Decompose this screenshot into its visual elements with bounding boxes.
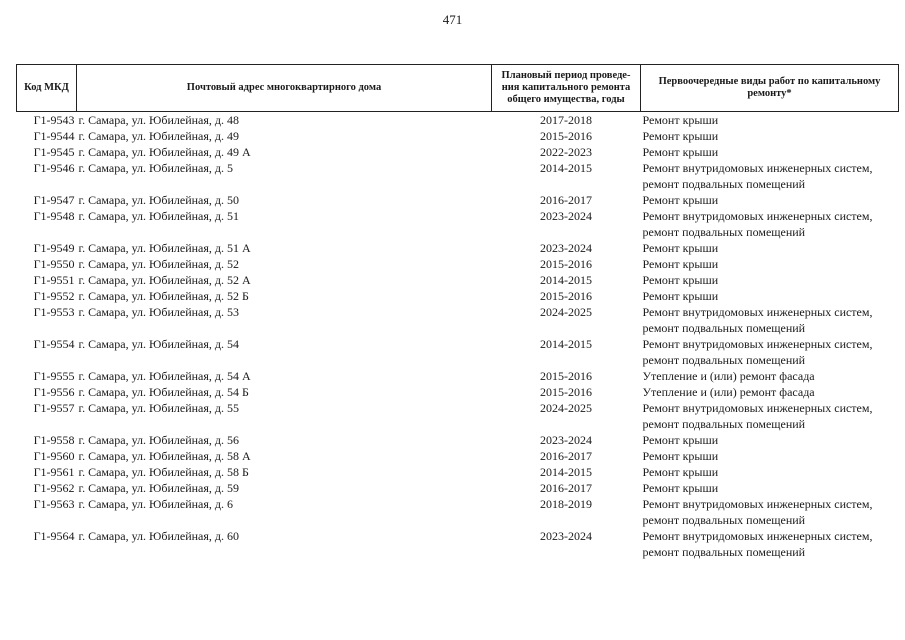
table-row [17, 128, 899, 144]
address-cell: г. Самара, ул. Юбилейная, д. 49 [78, 129, 239, 143]
table-row [17, 528, 899, 560]
work-types-cell [641, 496, 899, 528]
address-cell: г. Самара, ул. Юбилейная, д. 54 Б [78, 385, 249, 399]
work-types-cell [641, 160, 899, 192]
work-type-line: Ремонт внутридомовых инженерных систем, [642, 529, 873, 543]
mkd-code-cell: Г1-9558 [33, 433, 75, 447]
work-types-cell [641, 464, 899, 480]
work-type-line: Ремонт крыши [642, 449, 719, 463]
work-type-line: Ремонт крыши [642, 273, 719, 287]
mkd-code-cell: Г1-9557 [33, 401, 75, 415]
period-cell: 2016-2017 [540, 449, 592, 463]
work-type-line: Ремонт внутридомовых инженерных систем, [642, 161, 873, 175]
work-types-cell [641, 400, 899, 432]
table-row [17, 368, 899, 384]
address-cell: г. Самара, ул. Юбилейная, д. 60 [78, 529, 239, 543]
address-cell: г. Самара, ул. Юбилейная, д. 5 [78, 161, 233, 175]
period-cell: 2018-2019 [540, 497, 592, 511]
address-cell: г. Самара, ул. Юбилейная, д. 52 Б [78, 289, 249, 303]
address-cell: г. Самара, ул. Юбилейная, д. 52 [78, 257, 239, 271]
work-type-line: ремонт подвальных помещений [642, 353, 806, 367]
address-cell: г. Самара, ул. Юбилейная, д. 51 [78, 209, 239, 223]
table-row [17, 160, 899, 192]
work-type-line: Ремонт внутридомовых инженерных систем, [642, 209, 873, 223]
table-row [17, 384, 899, 400]
page-number: 471 [442, 12, 463, 27]
table-row [17, 448, 899, 464]
address-cell: г. Самара, ул. Юбилейная, д. 54 А [78, 369, 251, 383]
period-cell: 2014-2015 [540, 273, 592, 287]
work-type-line: Ремонт крыши [642, 113, 719, 127]
period-cell: 2015-2016 [540, 289, 592, 303]
work-type-line: ремонт подвальных помещений [642, 321, 806, 335]
work-type-line: Ремонт крыши [642, 193, 719, 207]
period-cell: 2015-2016 [540, 257, 592, 271]
work-type-line: ремонт подвальных помещений [642, 225, 806, 239]
mkd-code-cell: Г1-9562 [33, 481, 75, 495]
mkd-code-cell: Г1-9544 [33, 129, 75, 143]
work-types-cell [641, 128, 899, 144]
mkd-code-cell: Г1-9552 [33, 289, 75, 303]
period-cell: 2023-2024 [540, 529, 592, 543]
period-cell: 2024-2025 [540, 305, 592, 319]
repair-registry-table [16, 64, 899, 560]
work-types-cell [641, 448, 899, 464]
work-type-line: Ремонт крыши [642, 129, 719, 143]
period-cell: 2014-2015 [540, 161, 592, 175]
work-types-cell [641, 256, 899, 272]
work-types-cell [641, 288, 899, 304]
address-cell: г. Самара, ул. Юбилейная, д. 52 А [78, 273, 251, 287]
work-type-line: ремонт подвальных помещений [642, 417, 806, 431]
table-row [17, 288, 899, 304]
period-cell: 2023-2024 [540, 433, 592, 447]
table-row [17, 208, 899, 240]
work-types-cell [641, 384, 899, 400]
mkd-code-cell: Г1-9555 [33, 369, 75, 383]
header-work-types: Первоочередные виды работ по капитальному ремонту* [641, 65, 899, 112]
mkd-code-cell: Г1-9545 [33, 145, 75, 159]
table-row [17, 304, 899, 336]
header-address: Почтовый адрес многоквартирного дома [77, 65, 492, 112]
work-type-line: ремонт подвальных помещений [642, 177, 806, 191]
mkd-code-cell: Г1-9548 [33, 209, 75, 223]
address-cell: г. Самара, ул. Юбилейная, д. 48 [78, 113, 239, 127]
header-period: Плановый период проведе-ния капитального ремонта общего имущества, годы [492, 65, 641, 112]
table-header-row [17, 65, 899, 112]
period-cell: 2023-2024 [540, 241, 592, 255]
work-type-line: Ремонт крыши [642, 145, 719, 159]
table-row [17, 496, 899, 528]
table-row [17, 464, 899, 480]
header-code: Код МКД [17, 65, 77, 112]
work-type-line: ремонт подвальных помещений [642, 513, 806, 527]
work-types-cell [641, 528, 899, 560]
period-cell: 2014-2015 [540, 337, 592, 351]
period-cell: 2014-2015 [540, 465, 592, 479]
address-cell: г. Самара, ул. Юбилейная, д. 55 [78, 401, 239, 415]
table-row [17, 400, 899, 432]
mkd-code-cell: Г1-9553 [33, 305, 75, 319]
table-row [17, 480, 899, 496]
period-cell: 2016-2017 [540, 193, 592, 207]
work-types-cell [641, 432, 899, 448]
address-cell: г. Самара, ул. Юбилейная, д. 51 А [78, 241, 251, 255]
work-type-line: ремонт подвальных помещений [642, 545, 806, 559]
work-type-line: Ремонт внутридомовых инженерных систем, [642, 497, 873, 511]
work-types-cell [641, 208, 899, 240]
address-cell: г. Самара, ул. Юбилейная, д. 50 [78, 193, 239, 207]
work-types-cell [641, 272, 899, 288]
mkd-code-cell: Г1-9547 [33, 193, 75, 207]
work-type-line: Ремонт внутридомовых инженерных систем, [642, 305, 873, 319]
registry-sheet [16, 64, 898, 560]
period-cell: 2022-2023 [540, 145, 592, 159]
work-types-cell [641, 144, 899, 160]
address-cell: г. Самара, ул. Юбилейная, д. 58 Б [78, 465, 249, 479]
work-type-line: Ремонт крыши [642, 433, 719, 447]
work-type-line: Ремонт крыши [642, 257, 719, 271]
work-type-line: Ремонт внутридомовых инженерных систем, [642, 401, 873, 415]
address-cell: г. Самара, ул. Юбилейная, д. 53 [78, 305, 239, 319]
mkd-code-cell: Г1-9543 [33, 113, 75, 127]
mkd-code-cell: Г1-9549 [33, 241, 75, 255]
mkd-code-cell: Г1-9561 [33, 465, 75, 479]
address-cell: г. Самара, ул. Юбилейная, д. 54 [78, 337, 239, 351]
mkd-code-cell: Г1-9556 [33, 385, 75, 399]
period-cell: 2017-2018 [540, 113, 592, 127]
period-cell: 2024-2025 [540, 401, 592, 415]
work-types-cell [641, 240, 899, 256]
table-row [17, 144, 899, 160]
work-types-cell [641, 112, 899, 129]
table-row [17, 432, 899, 448]
period-cell: 2016-2017 [540, 481, 592, 495]
mkd-code-cell: Г1-9563 [33, 497, 75, 511]
work-type-line: Ремонт внутридомовых инженерных систем, [642, 337, 873, 351]
mkd-code-cell: Г1-9551 [33, 273, 75, 287]
work-types-cell [641, 304, 899, 336]
work-types-cell [641, 480, 899, 496]
work-types-cell [641, 336, 899, 368]
table-row [17, 336, 899, 368]
address-cell: г. Самара, ул. Юбилейная, д. 49 А [78, 145, 251, 159]
mkd-code-cell: Г1-9554 [33, 337, 75, 351]
table-row [17, 256, 899, 272]
work-types-cell [641, 192, 899, 208]
period-cell: 2015-2016 [540, 385, 592, 399]
work-type-line: Ремонт крыши [642, 289, 719, 303]
table-row [17, 272, 899, 288]
work-type-line: Ремонт крыши [642, 465, 719, 479]
table-row [17, 112, 899, 129]
period-cell: 2023-2024 [540, 209, 592, 223]
mkd-code-cell: Г1-9550 [33, 257, 75, 271]
table-row [17, 192, 899, 208]
period-cell: 2015-2016 [540, 369, 592, 383]
mkd-code-cell: Г1-9560 [33, 449, 75, 463]
address-cell: г. Самара, ул. Юбилейная, д. 56 [78, 433, 239, 447]
table-row [17, 240, 899, 256]
work-types-cell [641, 368, 899, 384]
mkd-code-cell: Г1-9564 [33, 529, 75, 543]
address-cell: г. Самара, ул. Юбилейная, д. 59 [78, 481, 239, 495]
work-type-line: Ремонт крыши [642, 241, 719, 255]
work-type-line: Утепление и (или) ремонт фасада [642, 369, 815, 383]
work-type-line: Ремонт крыши [642, 481, 719, 495]
address-cell: г. Самара, ул. Юбилейная, д. 6 [78, 497, 233, 511]
period-cell: 2015-2016 [540, 129, 592, 143]
address-cell: г. Самара, ул. Юбилейная, д. 58 А [78, 449, 251, 463]
work-type-line: Утепление и (или) ремонт фасада [642, 385, 815, 399]
mkd-code-cell: Г1-9546 [33, 161, 75, 175]
table-body [17, 112, 899, 561]
